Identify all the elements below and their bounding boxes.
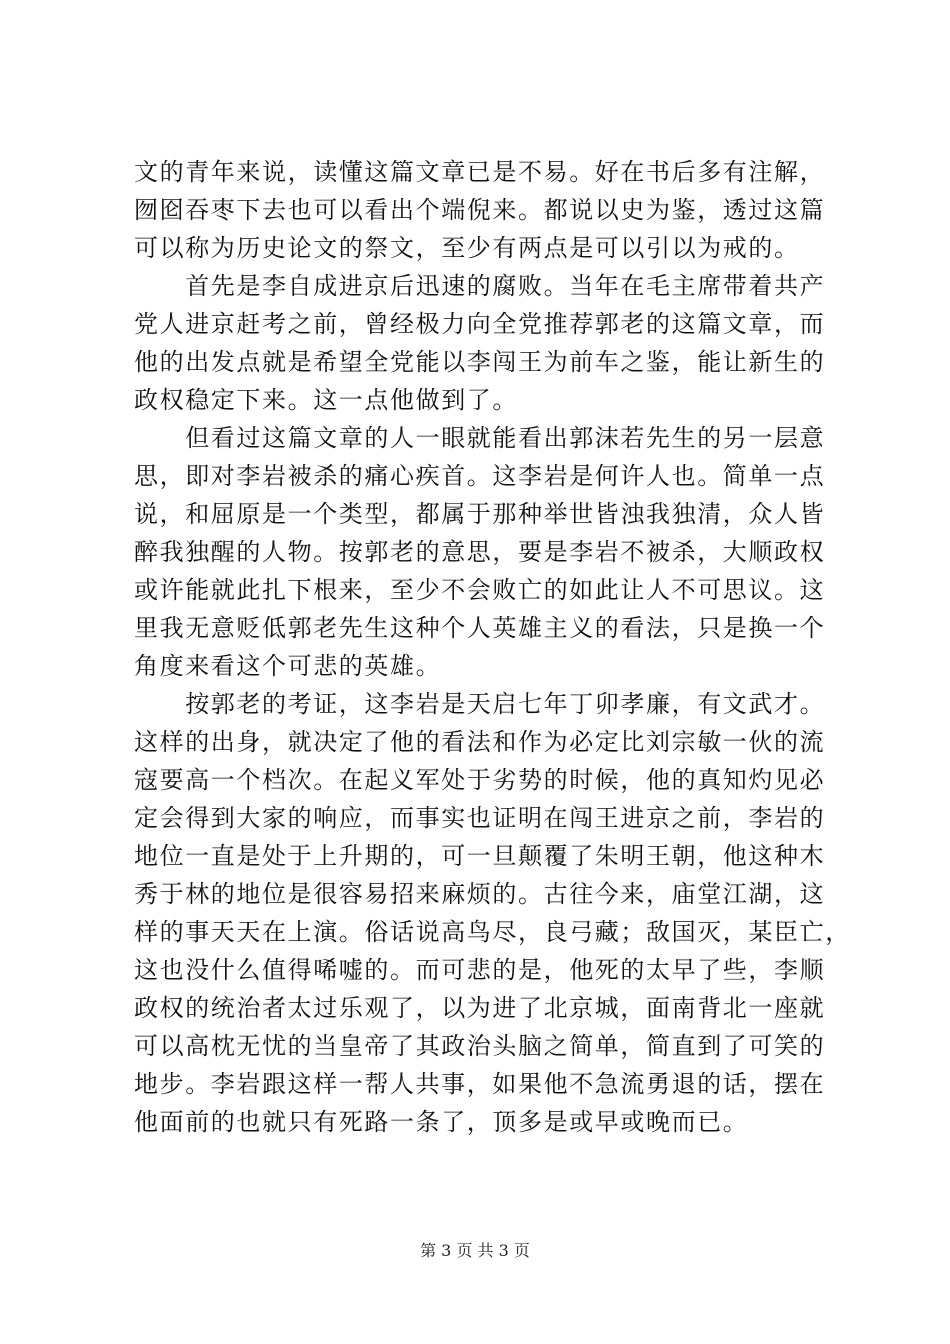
text-line: 可以高枕无忧的当皇帝了其政治头脑之简单，简直到了可笑的 <box>134 1032 826 1060</box>
text-line: 首先是李自成进京后迅速的腐败。当年在毛主席带着共产 <box>134 272 826 300</box>
text-line: 这样的出身，就决定了他的看法和作为必定比刘宗敏一伙的流 <box>134 728 826 756</box>
text-line: 里我无意贬低郭老先生这种个人英雄主义的看法，只是换一个 <box>134 614 826 642</box>
text-line: 政权稳定下来。这一点他做到了。 <box>134 386 518 414</box>
text-line: 党人进京赶考之前，曾经极力向全党推荐郭老的这篇文章，而 <box>134 310 826 338</box>
text-line: 地步。李岩跟这样一帮人共事，如果他不急流勇退的话，摆在 <box>134 1070 826 1098</box>
page-footer <box>0 1240 950 1262</box>
text-line: 样的事天天在上演。俗话说高鸟尽，良弓藏；敌国灭，某臣亡， <box>134 918 851 946</box>
text-line: 文的青年来说，读懂这篇文章已是不易。好在书后多有注解， <box>134 158 826 186</box>
text-line: 说，和屈原是一个类型，都属于那种举世皆浊我独清，众人皆 <box>134 500 826 528</box>
body-text <box>134 153 851 1141</box>
text-line: 他面前的也就只有死路一条了，顶多是或早或晚而已。 <box>134 1108 749 1136</box>
text-line: 或许能就此扎下根来，至少不会败亡的如此让人不可思议。这 <box>134 576 826 604</box>
text-line: 思，即对李岩被杀的痛心疾首。这李岩是何许人也。简单一点 <box>134 462 826 490</box>
text-line: 政权的统治者太过乐观了，以为进了北京城，面南背北一座就 <box>134 994 826 1022</box>
text-line: 地位一直是处于上升期的，可一旦颠覆了朱明王朝，他这种木 <box>134 842 826 870</box>
page-number-label: 第 3 页 共 3 页 <box>420 1241 530 1260</box>
text-line: 但看过这篇文章的人一眼就能看出郭沫若先生的另一层意 <box>134 424 826 452</box>
text-line: 角度来看这个可悲的英雄。 <box>134 652 442 680</box>
text-line: 定会得到大家的响应，而事实也证明在闯王进京之前，李岩的 <box>134 804 826 832</box>
text-line: 他的出发点就是希望全党能以李闯王为前车之鉴，能让新生的 <box>134 348 826 376</box>
text-line: 可以称为历史论文的祭文，至少有两点是可以引以为戒的。 <box>134 234 800 262</box>
text-line: 这也没什么值得唏嘘的。而可悲的是，他死的太早了些，李顺 <box>134 956 826 984</box>
text-line: 醉我独醒的人物。按郭老的意思，要是李岩不被杀，大顺政权 <box>134 538 826 566</box>
text-line: 秀于林的地位是很容易招来麻烦的。古往今来，庙堂江湖，这 <box>134 880 826 908</box>
text-line: 按郭老的考证，这李岩是天启七年丁卯孝廉，有文武才。 <box>134 690 826 718</box>
text-line: 寇要高一个档次。在起义军处于劣势的时候，他的真知灼见必 <box>134 766 826 794</box>
text-line: 囫囵吞枣下去也可以看出个端倪来。都说以史为鉴，透过这篇 <box>134 196 826 224</box>
